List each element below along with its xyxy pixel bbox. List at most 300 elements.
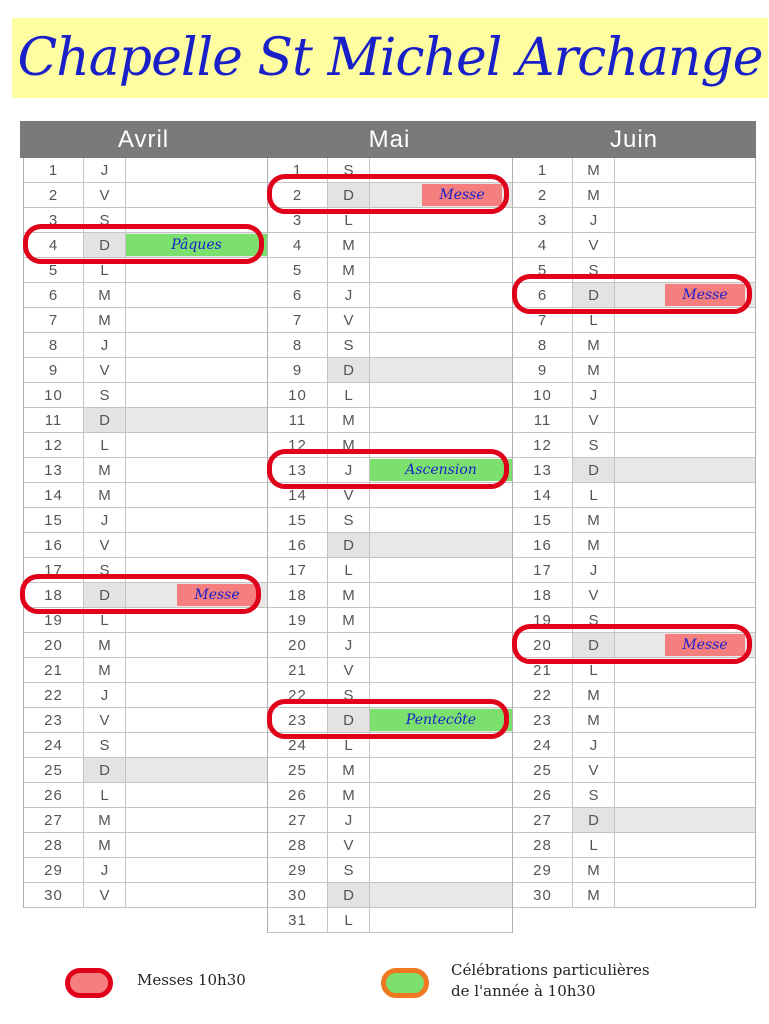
weekday-letter: V xyxy=(328,483,370,507)
event-cell xyxy=(615,883,755,907)
day-row xyxy=(513,333,755,358)
day-number: 30 xyxy=(268,883,328,907)
event-cell xyxy=(370,333,512,357)
weekday-letter: D xyxy=(573,633,615,657)
day-row xyxy=(513,308,755,333)
day-row xyxy=(268,683,512,708)
day-number: 26 xyxy=(24,783,84,807)
day-number: 4 xyxy=(513,233,573,257)
weekday-letter: V xyxy=(573,583,615,607)
day-row xyxy=(24,183,267,208)
day-number: 29 xyxy=(268,858,328,882)
weekday-letter: M xyxy=(84,633,126,657)
day-number: 9 xyxy=(268,358,328,382)
day-number: 13 xyxy=(513,458,573,482)
weekday-letter: M xyxy=(573,708,615,732)
event-cell xyxy=(370,908,512,932)
weekday-letter: M xyxy=(328,608,370,632)
event-cell xyxy=(126,833,267,857)
day-number: 6 xyxy=(513,283,573,307)
event-cell xyxy=(615,558,755,582)
day-row xyxy=(24,583,267,608)
event-cell xyxy=(126,183,267,207)
day-row xyxy=(513,383,755,408)
event-cell xyxy=(615,483,755,507)
event-cell xyxy=(370,233,512,257)
legend-mass xyxy=(65,968,246,998)
month-column xyxy=(267,158,513,933)
event-cell xyxy=(370,183,512,207)
day-number: 30 xyxy=(513,883,573,907)
weekday-letter: S xyxy=(328,508,370,532)
event-cell xyxy=(126,808,267,832)
day-row xyxy=(268,308,512,333)
day-number: 23 xyxy=(24,708,84,732)
event-cell xyxy=(126,683,267,707)
day-row xyxy=(513,783,755,808)
event-cell xyxy=(126,358,267,382)
month-header: Juin xyxy=(512,121,756,158)
day-row xyxy=(24,233,267,258)
mass-label: Messe xyxy=(422,184,502,206)
day-number: 18 xyxy=(268,583,328,607)
weekday-letter: V xyxy=(328,308,370,332)
month-column xyxy=(512,158,756,908)
weekday-letter: S xyxy=(573,258,615,282)
weekday-letter: V xyxy=(573,758,615,782)
day-number: 22 xyxy=(24,683,84,707)
event-cell xyxy=(370,258,512,282)
day-row xyxy=(268,333,512,358)
day-number: 13 xyxy=(24,458,84,482)
day-row xyxy=(24,858,267,883)
day-number: 20 xyxy=(268,633,328,657)
day-row xyxy=(513,208,755,233)
event-cell xyxy=(126,233,267,257)
day-row xyxy=(24,683,267,708)
event-cell xyxy=(126,558,267,582)
mass-label: Messe xyxy=(665,284,745,306)
event-cell xyxy=(126,658,267,682)
day-number: 24 xyxy=(513,733,573,757)
day-number: 4 xyxy=(268,233,328,257)
day-number: 28 xyxy=(513,833,573,857)
weekday-letter: M xyxy=(573,183,615,207)
weekday-letter: L xyxy=(573,658,615,682)
weekday-letter: M xyxy=(84,458,126,482)
event-cell xyxy=(615,383,755,407)
day-number: 22 xyxy=(268,683,328,707)
celebration-label: Ascension xyxy=(370,459,512,481)
weekday-letter: M xyxy=(328,233,370,257)
day-number: 2 xyxy=(268,183,328,207)
event-cell xyxy=(126,208,267,232)
weekday-letter: D xyxy=(573,283,615,307)
day-row xyxy=(513,858,755,883)
day-number: 26 xyxy=(268,783,328,807)
day-number: 15 xyxy=(513,508,573,532)
day-row xyxy=(513,233,755,258)
day-row xyxy=(24,458,267,483)
day-row xyxy=(513,808,755,833)
day-number: 5 xyxy=(268,258,328,282)
event-cell xyxy=(615,808,755,832)
weekday-letter: M xyxy=(328,583,370,607)
day-number: 16 xyxy=(24,533,84,557)
weekday-letter: V xyxy=(84,358,126,382)
event-cell xyxy=(126,633,267,657)
day-row xyxy=(24,208,267,233)
weekday-letter: J xyxy=(84,858,126,882)
legend-special-line2: de l'année à 10h30 xyxy=(451,982,596,1000)
event-cell xyxy=(126,758,267,782)
event-cell xyxy=(615,408,755,432)
day-row xyxy=(24,658,267,683)
day-row xyxy=(513,358,755,383)
day-row xyxy=(268,383,512,408)
weekday-letter: J xyxy=(84,508,126,532)
weekday-letter: V xyxy=(84,183,126,207)
weekday-letter: J xyxy=(84,683,126,707)
day-row xyxy=(24,633,267,658)
day-number: 2 xyxy=(513,183,573,207)
day-number: 9 xyxy=(513,358,573,382)
event-cell xyxy=(615,608,755,632)
weekday-letter: L xyxy=(84,783,126,807)
day-number: 28 xyxy=(268,833,328,857)
event-cell xyxy=(370,533,512,557)
day-number: 10 xyxy=(268,383,328,407)
day-row xyxy=(513,158,755,183)
event-cell xyxy=(370,833,512,857)
day-row xyxy=(513,458,755,483)
day-row xyxy=(24,333,267,358)
day-number: 21 xyxy=(268,658,328,682)
day-row xyxy=(268,258,512,283)
day-number: 1 xyxy=(24,158,84,182)
day-row xyxy=(24,708,267,733)
weekday-letter: M xyxy=(573,508,615,532)
weekday-letter: M xyxy=(84,833,126,857)
day-number: 23 xyxy=(268,708,328,732)
event-cell xyxy=(126,333,267,357)
day-row xyxy=(24,158,267,183)
title-banner xyxy=(12,18,768,98)
day-row xyxy=(268,608,512,633)
day-row xyxy=(24,533,267,558)
weekday-letter: L xyxy=(573,833,615,857)
day-number: 2 xyxy=(24,183,84,207)
weekday-letter: D xyxy=(84,408,126,432)
weekday-letter: M xyxy=(84,658,126,682)
day-row xyxy=(513,708,755,733)
weekday-letter: V xyxy=(328,658,370,682)
day-number: 20 xyxy=(513,633,573,657)
day-number: 9 xyxy=(24,358,84,382)
weekday-letter: V xyxy=(84,883,126,907)
day-row xyxy=(513,608,755,633)
day-number: 11 xyxy=(268,408,328,432)
event-cell xyxy=(370,283,512,307)
day-row xyxy=(24,508,267,533)
day-row xyxy=(24,883,267,908)
day-number: 10 xyxy=(513,383,573,407)
day-number: 24 xyxy=(24,733,84,757)
weekday-letter: S xyxy=(573,783,615,807)
day-row xyxy=(513,508,755,533)
weekday-letter: L xyxy=(573,308,615,332)
weekday-letter: S xyxy=(328,858,370,882)
day-row xyxy=(513,483,755,508)
day-number: 17 xyxy=(24,558,84,582)
event-cell xyxy=(126,433,267,457)
day-row xyxy=(24,258,267,283)
day-number: 21 xyxy=(24,658,84,682)
weekday-letter: S xyxy=(328,158,370,182)
event-cell xyxy=(126,858,267,882)
event-cell xyxy=(615,158,755,182)
day-number: 27 xyxy=(24,808,84,832)
weekday-letter: V xyxy=(328,833,370,857)
day-number: 15 xyxy=(24,508,84,532)
event-cell xyxy=(126,408,267,432)
weekday-letter: M xyxy=(328,433,370,457)
day-row xyxy=(268,433,512,458)
day-row xyxy=(24,808,267,833)
event-cell xyxy=(126,608,267,632)
day-row xyxy=(268,233,512,258)
weekday-letter: L xyxy=(84,433,126,457)
weekday-letter: M xyxy=(573,358,615,382)
weekday-letter: M xyxy=(573,883,615,907)
event-cell xyxy=(370,783,512,807)
day-row xyxy=(24,833,267,858)
day-number: 25 xyxy=(24,758,84,782)
event-cell xyxy=(370,458,512,482)
event-cell xyxy=(126,583,267,607)
weekday-letter: M xyxy=(84,483,126,507)
day-number: 16 xyxy=(513,533,573,557)
day-row xyxy=(24,758,267,783)
day-row xyxy=(268,283,512,308)
day-row xyxy=(268,733,512,758)
event-cell xyxy=(615,633,755,657)
weekday-letter: J xyxy=(328,633,370,657)
day-number: 19 xyxy=(513,608,573,632)
month-header: Avril xyxy=(20,121,267,158)
day-number: 19 xyxy=(24,608,84,632)
day-number: 26 xyxy=(513,783,573,807)
event-cell xyxy=(615,458,755,482)
day-row xyxy=(513,883,755,908)
event-cell xyxy=(370,558,512,582)
day-row xyxy=(513,408,755,433)
day-row xyxy=(513,283,755,308)
event-cell xyxy=(126,783,267,807)
event-cell xyxy=(615,183,755,207)
page-title: Chapelle St Michel Archange xyxy=(17,28,763,88)
day-number: 21 xyxy=(513,658,573,682)
event-cell xyxy=(615,533,755,557)
day-number: 27 xyxy=(268,808,328,832)
weekday-letter: M xyxy=(573,333,615,357)
day-row xyxy=(268,208,512,233)
weekday-letter: M xyxy=(328,258,370,282)
weekday-letter: L xyxy=(328,558,370,582)
event-cell xyxy=(126,483,267,507)
event-cell xyxy=(615,658,755,682)
day-number: 27 xyxy=(513,808,573,832)
event-cell xyxy=(615,308,755,332)
day-row xyxy=(268,883,512,908)
day-row xyxy=(24,383,267,408)
day-row xyxy=(268,658,512,683)
weekday-letter: M xyxy=(328,408,370,432)
day-row xyxy=(513,533,755,558)
day-number: 30 xyxy=(24,883,84,907)
weekday-letter: J xyxy=(573,733,615,757)
weekday-letter: D xyxy=(328,708,370,732)
event-cell xyxy=(370,708,512,732)
day-row xyxy=(24,283,267,308)
event-cell xyxy=(615,783,755,807)
weekday-letter: S xyxy=(84,383,126,407)
day-number: 25 xyxy=(513,758,573,782)
day-row xyxy=(513,833,755,858)
day-number: 14 xyxy=(268,483,328,507)
event-cell xyxy=(370,583,512,607)
day-row xyxy=(513,633,755,658)
weekday-letter: M xyxy=(84,808,126,832)
mass-label: Messe xyxy=(177,584,257,606)
day-row xyxy=(268,183,512,208)
day-row xyxy=(24,358,267,383)
day-row xyxy=(268,558,512,583)
day-number: 4 xyxy=(24,233,84,257)
event-cell xyxy=(126,708,267,732)
event-cell xyxy=(370,358,512,382)
day-row xyxy=(513,583,755,608)
day-row xyxy=(268,708,512,733)
weekday-letter: S xyxy=(84,208,126,232)
day-number: 5 xyxy=(24,258,84,282)
day-number: 29 xyxy=(513,858,573,882)
day-row xyxy=(513,683,755,708)
legend-mass-swatch xyxy=(65,968,113,998)
weekday-letter: J xyxy=(84,333,126,357)
event-cell xyxy=(615,583,755,607)
event-cell xyxy=(615,233,755,257)
event-cell xyxy=(126,458,267,482)
event-cell xyxy=(126,283,267,307)
day-number: 18 xyxy=(24,583,84,607)
event-cell xyxy=(370,308,512,332)
day-number: 7 xyxy=(268,308,328,332)
weekday-letter: L xyxy=(328,208,370,232)
day-number: 8 xyxy=(268,333,328,357)
event-cell xyxy=(615,733,755,757)
day-number: 7 xyxy=(24,308,84,332)
weekday-letter: M xyxy=(573,533,615,557)
weekday-letter: J xyxy=(573,383,615,407)
weekday-letter: J xyxy=(328,458,370,482)
weekday-letter: M xyxy=(84,283,126,307)
day-number: 23 xyxy=(513,708,573,732)
day-number: 25 xyxy=(268,758,328,782)
legend-mass-label: Messes 10h30 xyxy=(137,971,246,989)
day-number: 16 xyxy=(268,533,328,557)
event-cell xyxy=(126,533,267,557)
weekday-letter: M xyxy=(84,308,126,332)
event-cell xyxy=(370,633,512,657)
day-row xyxy=(268,533,512,558)
day-row xyxy=(513,558,755,583)
day-row xyxy=(513,758,755,783)
day-row xyxy=(268,783,512,808)
day-number: 28 xyxy=(24,833,84,857)
weekday-letter: M xyxy=(573,683,615,707)
event-cell xyxy=(370,508,512,532)
day-row xyxy=(268,833,512,858)
day-row xyxy=(268,458,512,483)
weekday-letter: J xyxy=(328,283,370,307)
day-number: 12 xyxy=(24,433,84,457)
day-number: 18 xyxy=(513,583,573,607)
weekday-letter: L xyxy=(328,383,370,407)
day-row xyxy=(268,408,512,433)
weekday-letter: L xyxy=(328,908,370,932)
legend-special-text xyxy=(451,960,650,1002)
day-row xyxy=(513,258,755,283)
weekday-letter: D xyxy=(84,583,126,607)
day-number: 1 xyxy=(513,158,573,182)
event-cell xyxy=(370,858,512,882)
day-row xyxy=(513,658,755,683)
event-cell xyxy=(615,433,755,457)
event-cell xyxy=(615,508,755,532)
event-cell xyxy=(615,708,755,732)
day-row xyxy=(268,808,512,833)
day-number: 24 xyxy=(268,733,328,757)
day-row xyxy=(24,308,267,333)
celebration-label: Pâques xyxy=(126,234,267,256)
weekday-letter: D xyxy=(328,533,370,557)
event-cell xyxy=(370,758,512,782)
legend-special xyxy=(381,961,650,1002)
event-cell xyxy=(126,733,267,757)
day-row xyxy=(268,158,512,183)
weekday-letter: D xyxy=(328,358,370,382)
mass-label: Messe xyxy=(665,634,745,656)
day-number: 8 xyxy=(513,333,573,357)
day-row xyxy=(268,858,512,883)
celebration-label: Pentecôte xyxy=(370,709,512,731)
event-cell xyxy=(615,858,755,882)
event-cell xyxy=(126,883,267,907)
day-row xyxy=(24,783,267,808)
day-row xyxy=(268,358,512,383)
event-cell xyxy=(615,208,755,232)
day-row xyxy=(513,433,755,458)
weekday-letter: J xyxy=(573,558,615,582)
event-cell xyxy=(370,433,512,457)
event-cell xyxy=(370,408,512,432)
event-cell xyxy=(370,208,512,232)
day-row xyxy=(268,908,512,933)
event-cell xyxy=(126,258,267,282)
day-number: 22 xyxy=(513,683,573,707)
day-number: 6 xyxy=(268,283,328,307)
